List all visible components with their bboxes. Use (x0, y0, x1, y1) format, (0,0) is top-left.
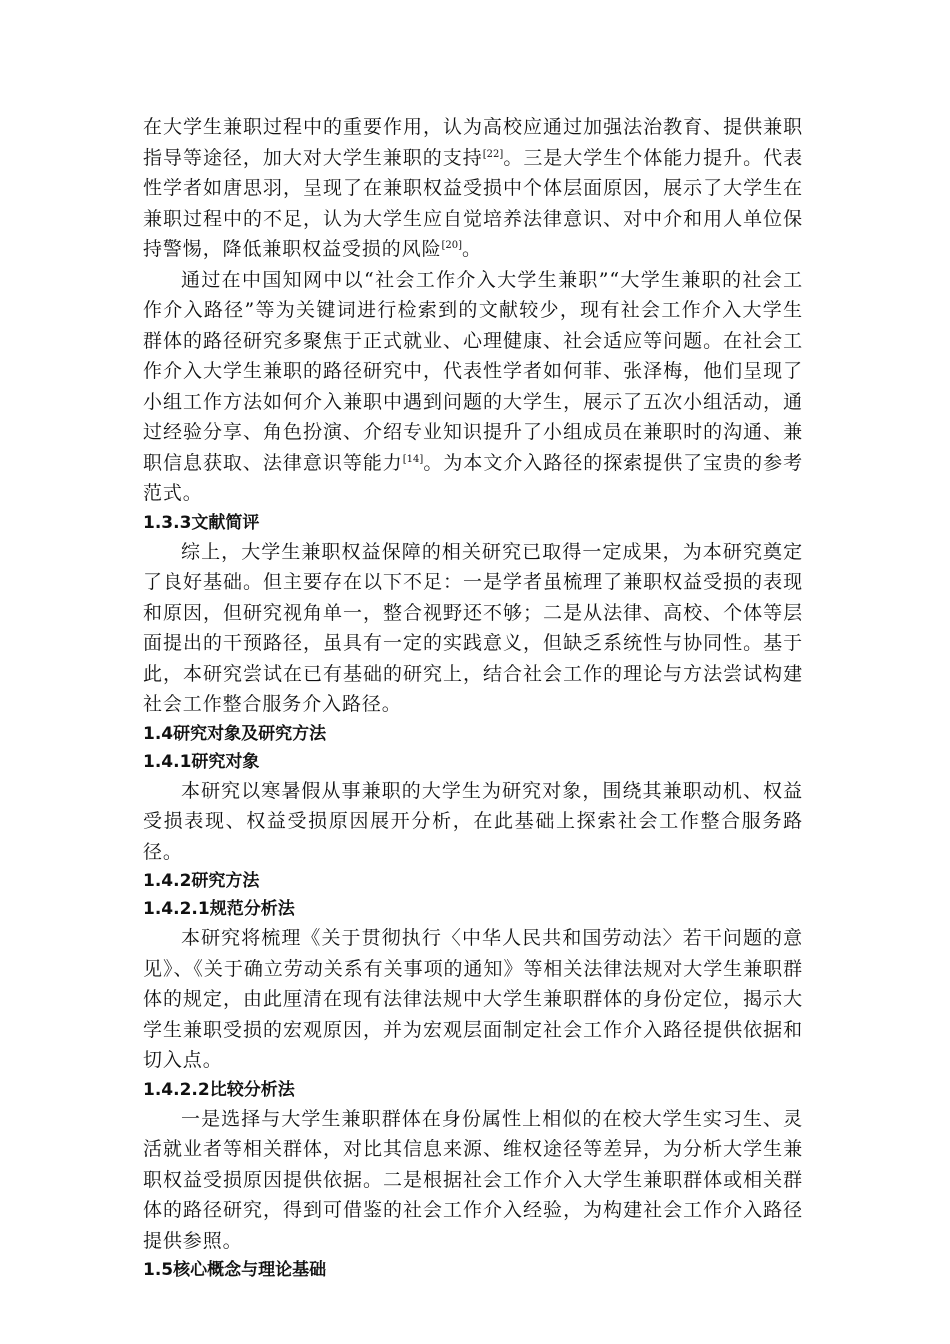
paragraph-text: 在大学生兼职过程中的重要作用，认为高校应通过加强法治教育、提供兼职指导等途径，加大对大学生兼职的支持 (143, 116, 803, 169)
paragraph-research-object: 本研究以寒暑假从事兼职的大学生为研究对象，围绕其兼职动机、权益受损表现、权益受损原因展开分析，在此基础上探索社会工作整合服务路径。 (143, 779, 803, 863)
paragraph-literature-review: 综上，大学生兼职权益保障的相关研究已取得一定成果，为本研究奠定了良好基础。但主要存在以下不足：一是学者虽梳理了兼职权益受损的表现和原因，但研究视角单一，整合视野还不够；二是从法律、高校、个体等层面提出的干预路径，虽具有一定的实践意义，但缺乏系统性与协同性。基于此，本研究尝试在已有基础的研究上，结合社会工作的理论与方法尝试构建社会工作整合服务介入路径。 (143, 540, 803, 715)
citation-ref: [20] (441, 240, 463, 251)
paragraph-support-paths (143, 112, 803, 265)
citation-ref: [22] (482, 148, 504, 160)
section-heading-1-4-2-1: 1.4.2.1规范分析法 (143, 899, 295, 919)
section-heading-1-4-1: 1.4.1研究对象 (143, 751, 260, 772)
citation-ref: [14] (402, 453, 424, 465)
section-heading-1-4-2-2: 1.4.2.2比较分析法 (143, 1079, 295, 1100)
page-content (143, 112, 803, 1284)
section-heading-1-5: 1.5核心概念与理论基础 (143, 1260, 327, 1280)
paragraph-normative-analysis: 本研究将梳理《关于贯彻执行〈中华人民共和国劳动法〉若干问题的意见》、《关于确立劳动关系有关事项的通知》等相关法律法规对大学生兼职群体的规定，由此厘清在现有法律法规中大学生兼职群体的身份定位，揭示大学生兼职受损的宏观原因，并为宏观层面制定社会工作介入路径提供依据和切入点。 (143, 927, 803, 1071)
paragraph-social-work-paths (143, 265, 803, 509)
section-heading-1-4-2: 1.4.2研究方法 (143, 871, 260, 891)
paragraph-text: 通过在中国知网中以“社会工作介入大学生兼职”“大学生兼职的社会工作介入路径”等为关键词进行检索到的文献较少，现有社会工作介入大学生群体的路径研究多聚焦于正式就业、心理健康、社会适应等问题。在社会工作介入大学生兼职的路径研究中，代表性学者如何菲、张泽梅，他们呈现了小组工作方法如何介入兼职中遇到问题的大学生，展示了五次小组活动，通过经验分享、角色扮演、介绍专业知识提升了小组成员在兼职时的沟通、兼职信息获取、法律意识等能力 (143, 268, 803, 474)
paragraph-comparative-analysis: 一是选择与大学生兼职群体在身份属性上相似的在校大学生实习生、灵活就业者等相关群体，对比其信息来源、维权途径等差异，为分析大学生兼职权益受损原因提供依据。二是根据社会工作介入大学生兼职群体或相关群体的路径研究，得到可借鉴的社会工作介入经验，为构建社会工作介入路径提供参照。 (143, 1107, 803, 1252)
section-heading-1-3-3: 1.3.3文献简评 (143, 512, 260, 533)
paragraph-text: 。三是大学生个体能力提升。代表性学者如唐思羽，呈现了在兼职权益受损中个体层面原因，展示了大学生在兼职过程中的不足，认为大学生应自觉培养法律意识、对中介和用人单位保持警惕，降低兼职权益受损的风险 (143, 146, 803, 260)
paragraph-text: 。 (462, 238, 482, 260)
section-heading-1-4: 1.4研究对象及研究方法 (143, 723, 327, 744)
paragraph-text: 。为本文介入路径的探索提供了宝贵的参考范式。 (143, 451, 803, 504)
